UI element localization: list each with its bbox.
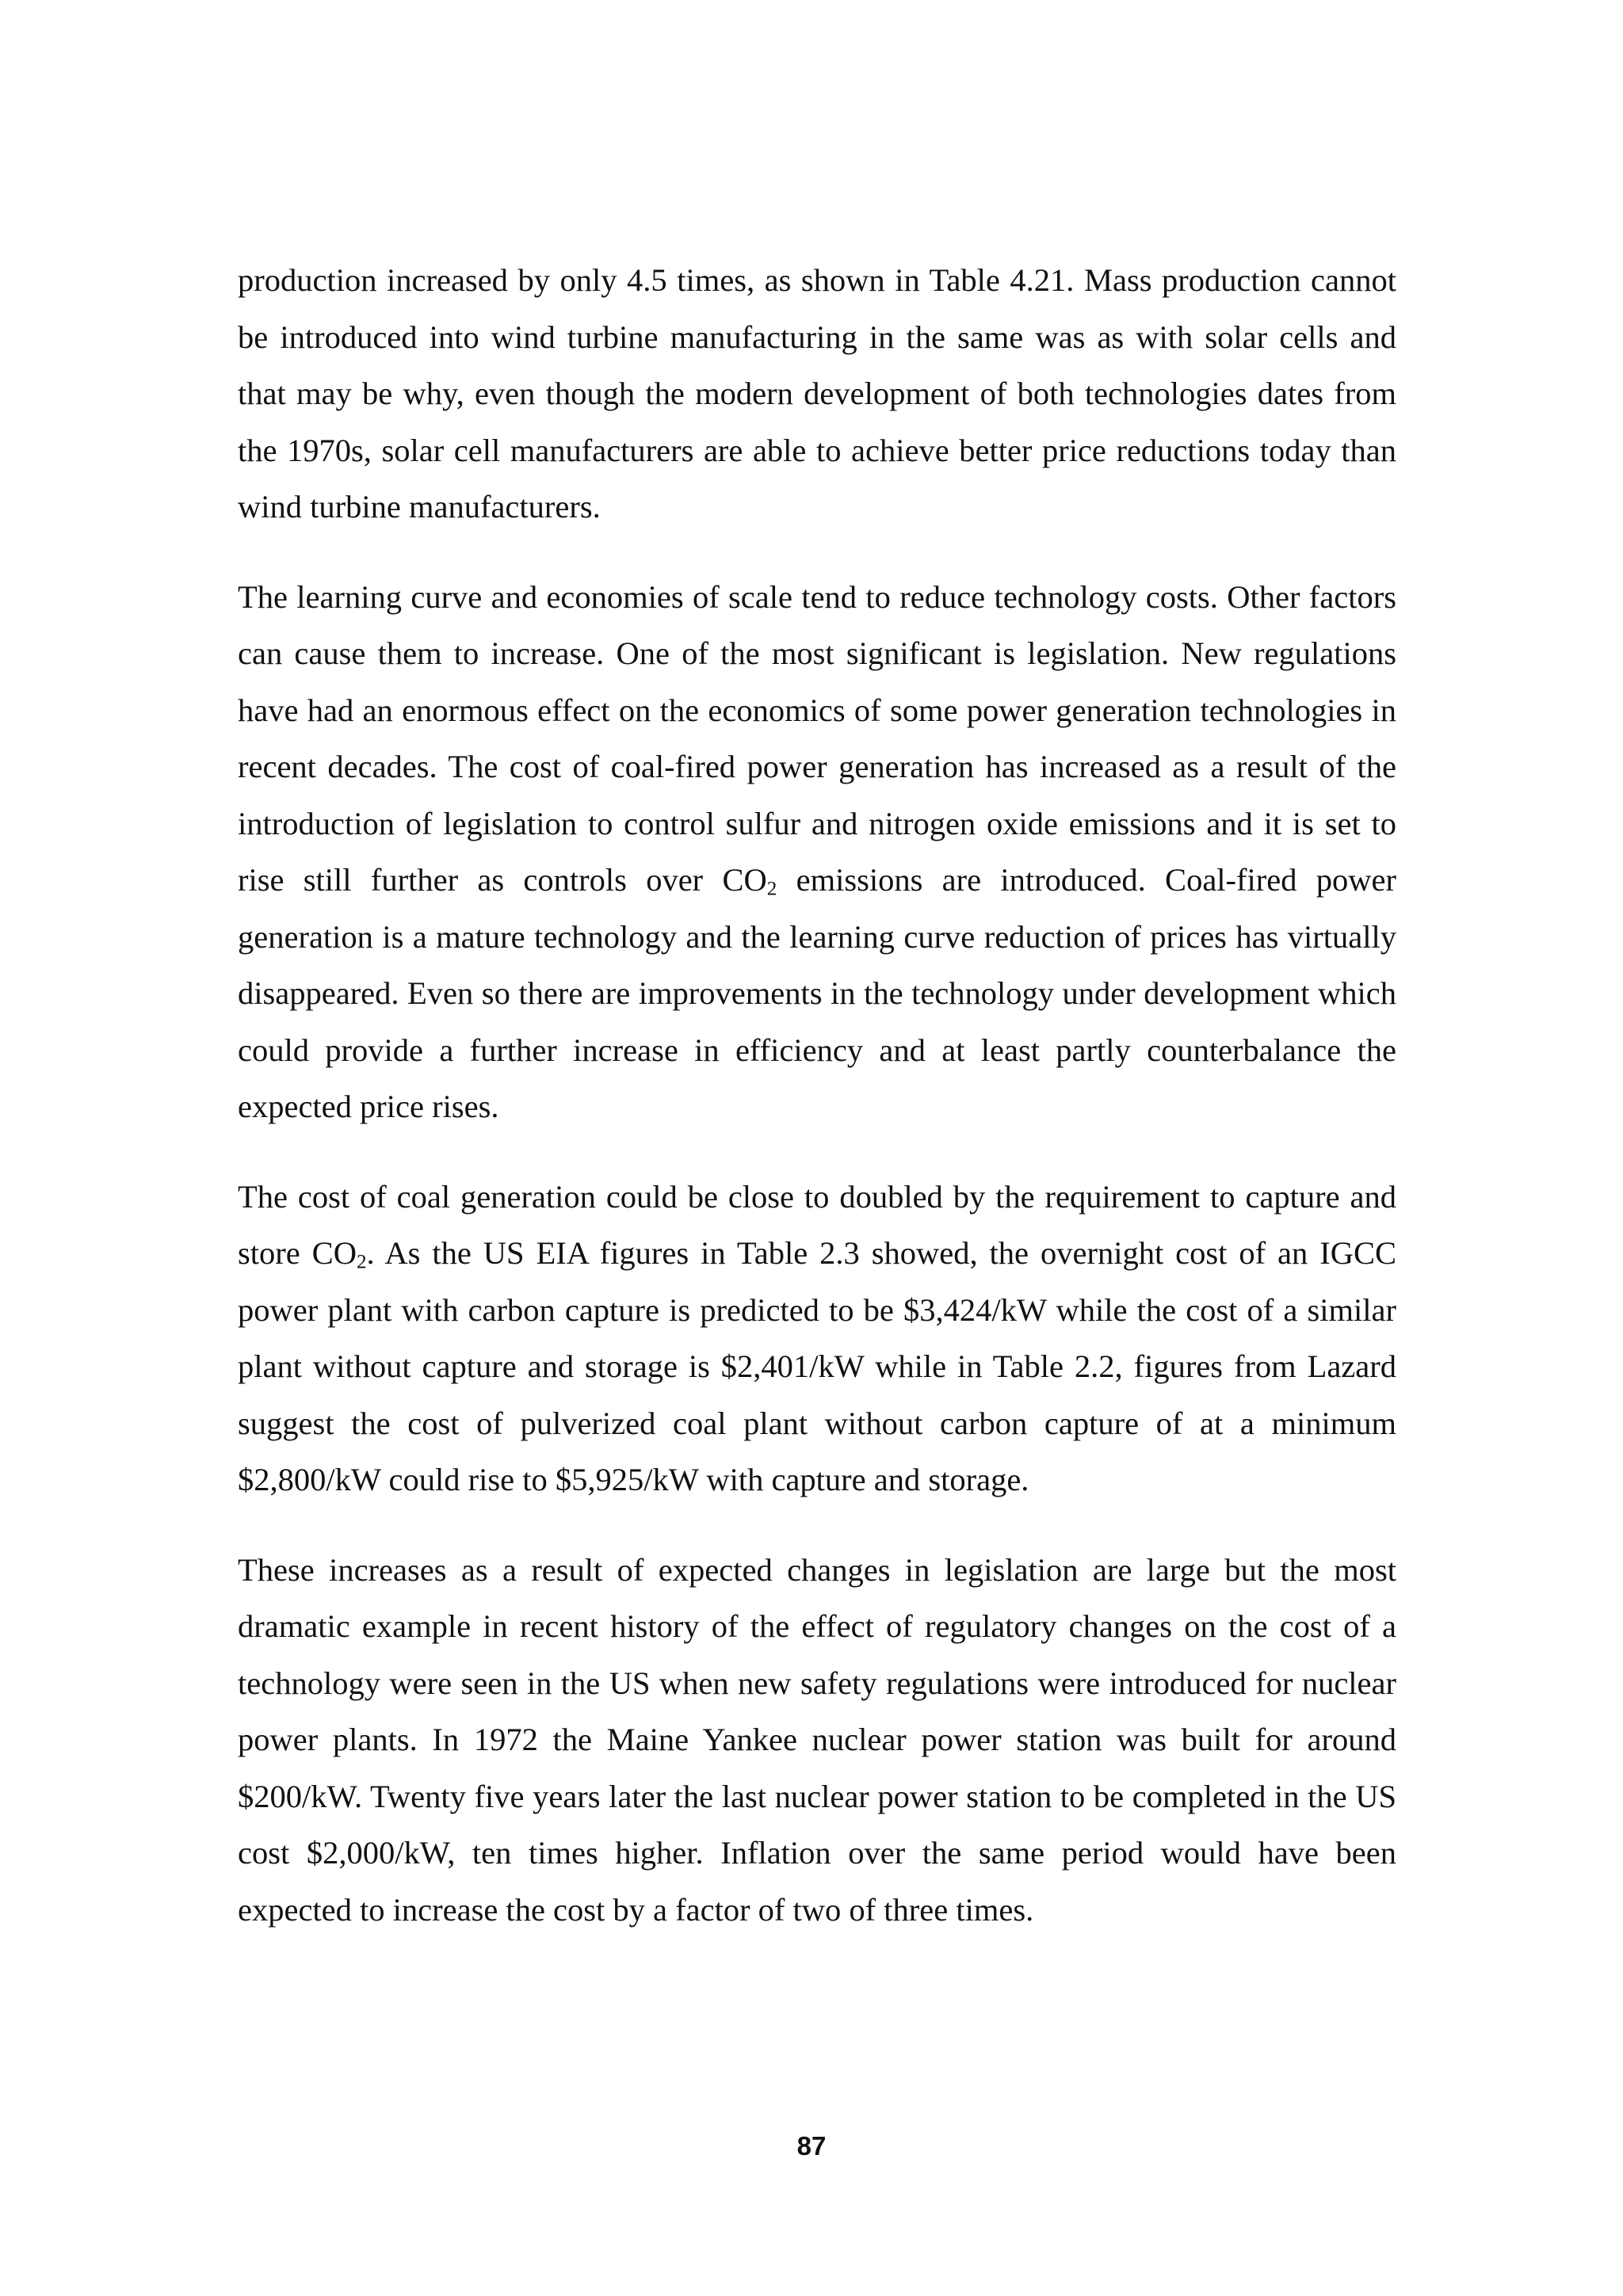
paragraph-2: The learning curve and economies of scale tend to reduce technology costs. Other factors can cause them to increase. One of the most significant is legislation. New regulations have had an enormous effect on the economics of some power generation technologies in recent decades. The cost of coal-fired power generation has increased as a result of the introduction of legislation to control sulfur and nitrogen oxide emissions and it is set to rise still further as controls over $CO_2$ emissions are introduced. Coal-fired power generation is a mature technology and the learning curve reduction of prices has virtually disappeared. Even so there are improvements in the technology under development which could provide a further increase in efficiency and at least partly counterbalance the expected price rises. — [238, 578, 1396, 1124]
page-number: 87 — [796, 2131, 827, 2161]
body-text — [238, 252, 1396, 1971]
paragraph-3: The cost of coal generation could be close to doubled by the requirement to capture and store $CO_2$. As the US EIA figures in Table 2.3 showed, the overnight cost of an IGCC power plant with carbon capture is predicted to be $3,424/kW while the cost of a similar plant without capture and storage is $2,401/kW while in Table 2.2, figures from Lazard suggest the cost of pulverized coal plant without carbon capture of at a minimum $2,800/kW could rise to $5,925/kW with capture and storage. — [238, 1178, 1396, 1497]
paragraph-1: production increased by only 4.5 times, as shown in Table 4.21. Mass production cannot be introduced into wind turbine manufacturing in the same was as with solar cells and that may be why, even though the modern development of both technologies dates from the 1970s, solar cell manufacturers are able to achieve better price reductions today than wind turbine manufacturers. — [238, 262, 1396, 524]
subscript-2: 2 — [356, 1251, 367, 1273]
subscript-2: 2 — [766, 878, 777, 900]
paragraph-4: These increases as a result of expected changes in legislation are large but the most dramatic example in recent history of the effect of regulatory changes on the cost of a technology were seen in the US when new safety regulations were introduced for nuclear power plants. In 1972 the Maine Yankee nuclear power station was built for around $200/kW. Twenty five years later the last nuclear power station to be completed in the US cost $2,000/kW, ten times higher. Inflation over the same period would have been expected to increase the cost by a factor of two of three times. — [238, 1551, 1396, 1928]
